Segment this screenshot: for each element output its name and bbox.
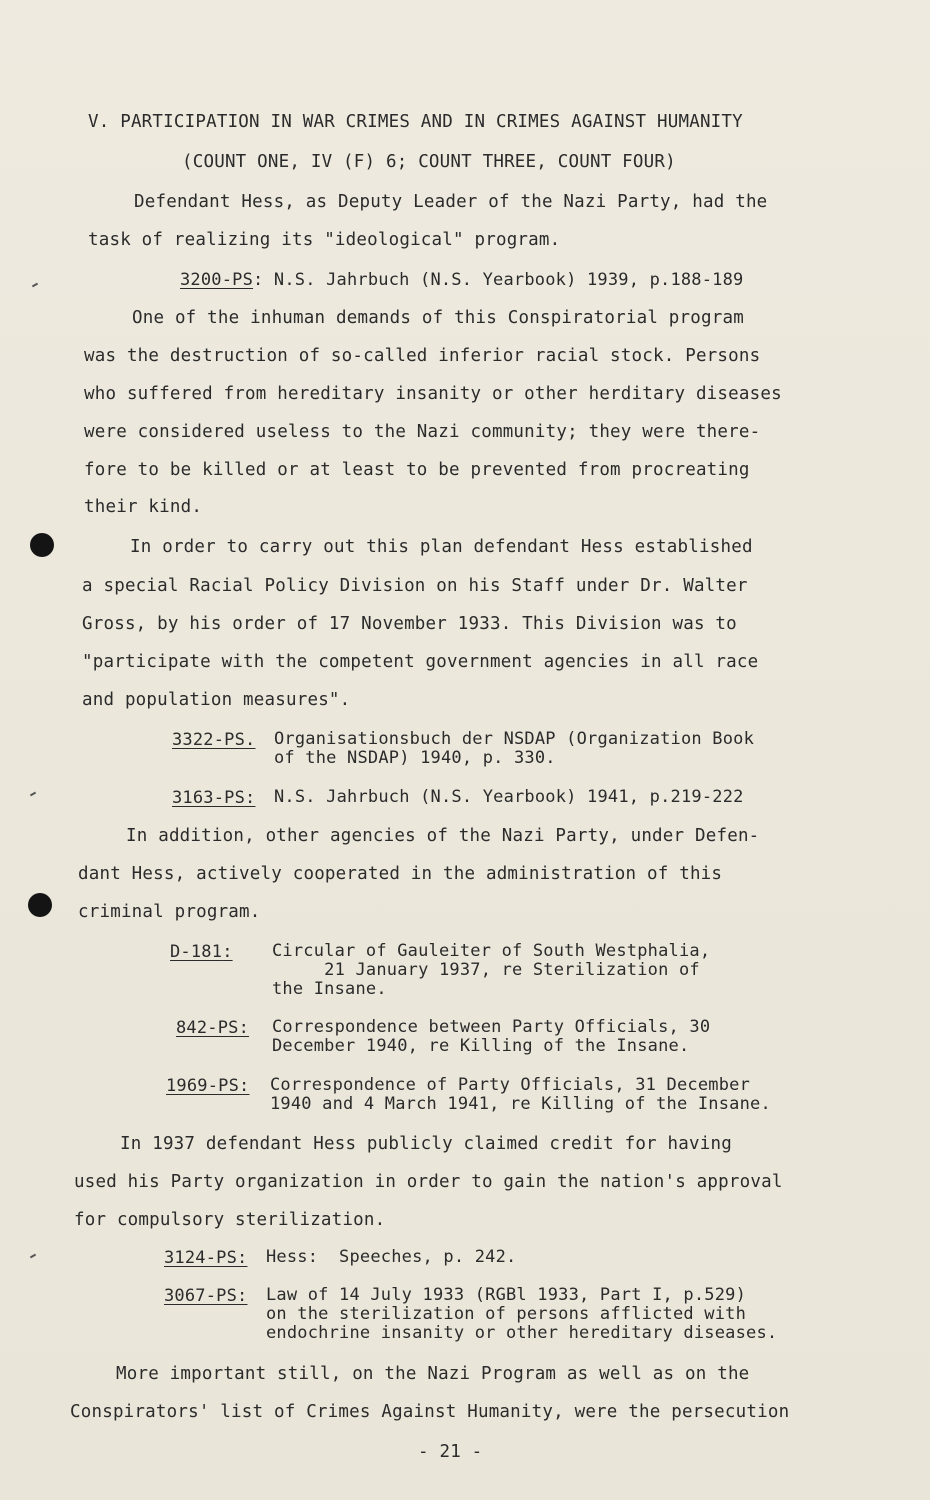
para4-line3: criminal program. bbox=[78, 902, 261, 922]
para2-line4: were considered useless to the Nazi community; they were there- bbox=[84, 422, 761, 442]
binder-hole-2 bbox=[28, 893, 52, 917]
para5-line3: for compulsory sterilization. bbox=[74, 1210, 386, 1230]
para1-line1: Defendant Hess, as Deputy Leader of the Nazi Party, had the bbox=[134, 192, 768, 212]
exhibit-code: 3200-PS bbox=[180, 270, 254, 290]
para2-line1: One of the inhuman demands of this Conspiratorial program bbox=[132, 308, 744, 328]
para3-line2: a special Racial Policy Division on his Staff under Dr. Walter bbox=[82, 576, 748, 596]
page-number: - 21 - bbox=[418, 1442, 483, 1462]
para3-line4: "participate with the competent government agencies in all race bbox=[82, 652, 759, 672]
para2-line3: who suffered from hereditary insanity or other herditary diseases bbox=[84, 384, 782, 404]
exhibit-desc: Hess: Speeches, p. 242. bbox=[266, 1247, 517, 1267]
para3-line5: and population measures". bbox=[82, 690, 351, 710]
exhibit-desc: : N.S. Jahrbuch (N.S. Yearbook) 1939, p.188-189 bbox=[253, 270, 744, 290]
para4-line2: dant Hess, actively cooperated in the administration of this bbox=[78, 864, 723, 884]
exhibit-code: 3163-PS: bbox=[172, 788, 256, 808]
section-heading: V. PARTICIPATION IN WAR CRIMES AND IN CRIMES AGAINST HUMANITY bbox=[88, 112, 743, 132]
exhibit-code: D-181: bbox=[170, 942, 233, 962]
para2-line2: was the destruction of so-called inferior racial stock. Persons bbox=[84, 346, 761, 366]
para2-line5: fore to be killed or at least to be prevented from procreating bbox=[84, 460, 750, 480]
exhibit-code: 3067-PS: bbox=[164, 1286, 248, 1306]
margin-mark bbox=[30, 1254, 36, 1259]
para3-line1: In order to carry out this plan defendant Hess established bbox=[130, 537, 753, 557]
exhibit-desc: N.S. Jahrbuch (N.S. Yearbook) 1941, p.219-222 bbox=[274, 787, 744, 807]
exhibit-code: 3322-PS. bbox=[172, 730, 256, 750]
para5-line1: In 1937 defendant Hess publicly claimed credit for having bbox=[120, 1134, 732, 1154]
exhibit-code: 842-PS: bbox=[176, 1018, 250, 1038]
exhibit-desc: Circular of Gauleiter of South Westphalia, 21 January 1937, re Sterilization of the Insane. bbox=[272, 941, 711, 999]
exhibit-desc: Correspondence of Party Officials, 31 December 1940 and 4 March 1941, re Killing of the Insane. bbox=[270, 1075, 771, 1114]
para4-line1: In addition, other agencies of the Nazi Party, under Defen- bbox=[126, 826, 760, 846]
para1-line2: task of realizing its "ideological" program. bbox=[88, 230, 561, 250]
para3-line3: Gross, by his order of 17 November 1933. This Division was to bbox=[82, 614, 737, 634]
binder-hole-1 bbox=[30, 533, 54, 557]
para5-line2: used his Party organization in order to gain the nation's approval bbox=[74, 1172, 783, 1192]
exhibit-desc: Correspondence between Party Officials, 30 December 1940, re Killing of the Insane. bbox=[272, 1017, 711, 1056]
exhibit-ref-3200-ps bbox=[180, 270, 744, 290]
para6-line1: More important still, on the Nazi Program as well as on the bbox=[116, 1364, 750, 1384]
exhibit-code: 1969-PS: bbox=[166, 1076, 250, 1096]
exhibit-code: 3124-PS: bbox=[164, 1248, 248, 1268]
section-subheading: (COUNT ONE, IV (F) 6; COUNT THREE, COUNT FOUR) bbox=[182, 152, 676, 172]
margin-mark bbox=[30, 792, 36, 797]
para2-line6: their kind. bbox=[84, 497, 203, 517]
margin-mark bbox=[32, 283, 38, 288]
exhibit-desc: Organisationsbuch der NSDAP (Organization Book of the NSDAP) 1940, p. 330. bbox=[274, 729, 755, 768]
para6-line2: Conspirators' list of Crimes Against Humanity, were the persecution bbox=[70, 1402, 790, 1422]
exhibit-desc: Law of 14 July 1933 (RGBl 1933, Part I, p.529) on the sterilization of persons afflicted with endochrine insanity or other hereditary diseases. bbox=[266, 1285, 778, 1343]
